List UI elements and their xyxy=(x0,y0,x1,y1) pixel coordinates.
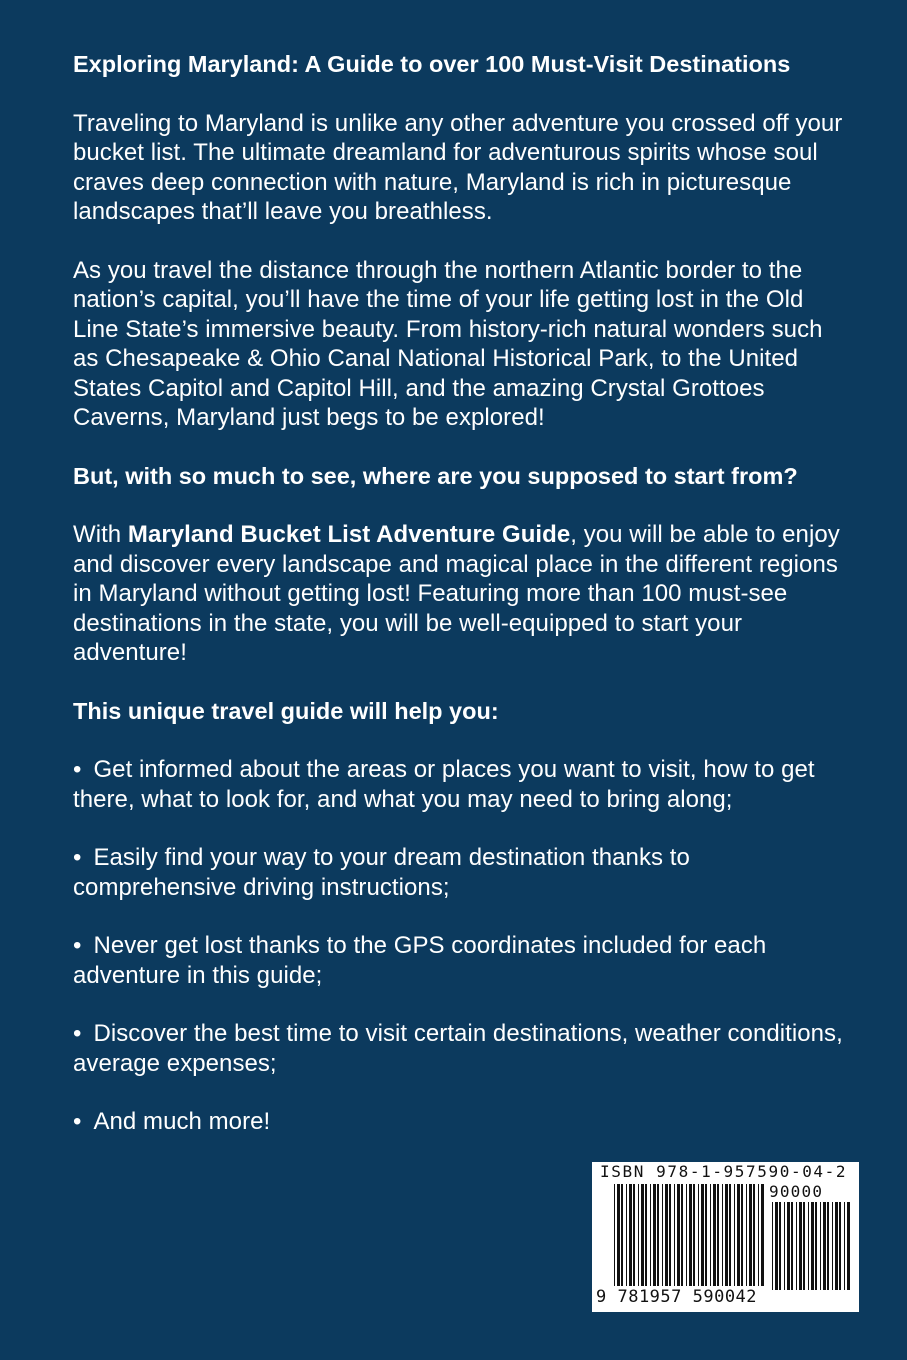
barcode-bar xyxy=(844,1202,845,1290)
bullet-icon: • xyxy=(73,1020,82,1047)
bullet-item xyxy=(73,843,843,902)
barcode-bar xyxy=(811,1202,814,1290)
bullet-item xyxy=(73,1019,843,1078)
bullet-text: Never get lost thanks to the GPS coordinates included for each adventure in this guide; xyxy=(73,932,767,989)
barcode-bar xyxy=(847,1202,850,1290)
ean-digits: 9 781957 590042 xyxy=(596,1287,758,1307)
barcode-bar xyxy=(617,1184,620,1286)
bullet-text: Get informed about the areas or places you want to visit, how to get there, what to look for, and what you may need to bring along; xyxy=(73,756,815,813)
barcode-bar xyxy=(621,1184,623,1286)
intro-paragraph-2: As you travel the distance through the northern Atlantic border to the nation’s capital, you’ll have the time of your life getting lost in the Old Line State’s immersive beauty. From history-rich natural wonders such as Chesapeake & Ohio Canal National Historical Park, to the United States Capitol and Capitol Hill, and the amazing Crystal Grottoes Caverns, Maryland just begs to be explored! xyxy=(73,256,823,431)
bullet-item xyxy=(73,1107,843,1137)
list-heading: This unique travel guide will help you: xyxy=(73,697,499,724)
barcode-bar xyxy=(758,1184,759,1286)
barcode-bar xyxy=(734,1184,735,1286)
barcode-bar xyxy=(729,1184,731,1286)
barcode-bar xyxy=(741,1184,743,1286)
barcode-bar xyxy=(653,1184,656,1286)
barcode-bar xyxy=(775,1202,778,1290)
barcode-bar xyxy=(749,1184,752,1286)
pitch-prefix: With xyxy=(73,521,128,548)
barcode-bar xyxy=(832,1202,833,1290)
bullet-icon: • xyxy=(73,844,82,871)
book-heading: Exploring Maryland: A Guide to over 100 Must-Visit Destinations xyxy=(73,51,791,77)
barcode-bar xyxy=(713,1184,716,1286)
barcode-bar xyxy=(746,1184,747,1286)
barcode-bar xyxy=(799,1202,802,1290)
barcode-bar xyxy=(710,1184,711,1286)
barcode-bar xyxy=(662,1184,663,1286)
bullet-item xyxy=(73,931,843,990)
bullet-icon: • xyxy=(73,932,82,959)
barcode-bar xyxy=(629,1184,632,1286)
barcode-bar xyxy=(677,1184,680,1286)
barcode-bar xyxy=(650,1184,651,1286)
barcode-bar xyxy=(614,1184,615,1286)
pitch-suffix: , you will be able to enjoy and discover every landscape and magical place in the different regions in Maryland without getting lost! Featuring more than 100 must-see destinations in the state, you will be well-equipped to start your adventure! xyxy=(73,521,840,666)
blurb xyxy=(73,50,843,1166)
barcode-bar xyxy=(784,1202,785,1290)
barcode-bar xyxy=(698,1184,699,1286)
barcode-bar xyxy=(796,1202,797,1290)
barcode-bar xyxy=(693,1184,695,1286)
pitch-paragraph xyxy=(73,520,843,668)
barcode-bar xyxy=(626,1184,627,1286)
barcode-bar xyxy=(669,1184,671,1286)
barcode-bar xyxy=(808,1202,809,1290)
barcode-bar xyxy=(681,1184,683,1286)
bullet-icon: • xyxy=(73,756,82,783)
barcode-bar xyxy=(823,1202,826,1290)
barcode-bar xyxy=(674,1184,675,1286)
barcode-bar xyxy=(791,1202,793,1290)
barcode-bar xyxy=(633,1184,635,1286)
barcode-bar xyxy=(753,1184,755,1286)
pitch-book-title: Maryland Bucket List Adventure Guide xyxy=(127,521,571,548)
barcode-bar xyxy=(717,1184,719,1286)
barcode-bar xyxy=(772,1202,773,1290)
barcode-bar xyxy=(645,1184,647,1286)
intro-paragraph-1: Traveling to Maryland is unlike any other adventure you crossed off your bucket list. The ultimate dreamland for adventurous spirits whose soul craves deep connection with nature, Maryland is rich in picturesque landscapes that’ll leave you breathless. xyxy=(73,109,843,225)
barcode-bar xyxy=(827,1202,829,1290)
barcode-bar xyxy=(638,1184,639,1286)
barcode-bar xyxy=(665,1184,668,1286)
barcode-bar xyxy=(815,1202,817,1290)
barcode-bar xyxy=(820,1202,821,1290)
barcode-bar xyxy=(787,1202,790,1290)
bullet-text: Easily find your way to your dream destination thanks to comprehensive driving instructions; xyxy=(73,844,690,901)
barcode-bar xyxy=(689,1184,692,1286)
isbn-barcode xyxy=(592,1162,859,1312)
barcode-bar xyxy=(803,1202,805,1290)
barcode-bar xyxy=(705,1184,707,1286)
barcode-bar xyxy=(737,1184,740,1286)
bullet-text: Discover the best time to visit certain destinations, weather conditions, average expenses; xyxy=(73,1020,843,1077)
barcode-bar xyxy=(701,1184,704,1286)
barcode-bar xyxy=(839,1202,841,1290)
bullet-icon: • xyxy=(73,1108,82,1135)
bullet-text: And much more! xyxy=(93,1108,271,1135)
barcode-bar xyxy=(657,1184,659,1286)
barcode-bar xyxy=(725,1184,728,1286)
barcode-bar xyxy=(835,1202,838,1290)
barcode-bar xyxy=(641,1184,644,1286)
barcode-bar xyxy=(722,1184,723,1286)
barcode-bar xyxy=(686,1184,687,1286)
barcode-bar xyxy=(761,1184,764,1286)
bullet-item xyxy=(73,755,843,814)
barcode-bar xyxy=(779,1202,781,1290)
question-heading: But, with so much to see, where are you supposed to start from? xyxy=(73,462,798,489)
isbn-label: ISBN 978-1-957590-04-2 xyxy=(600,1162,848,1181)
price-code: 90000 xyxy=(769,1182,824,1201)
